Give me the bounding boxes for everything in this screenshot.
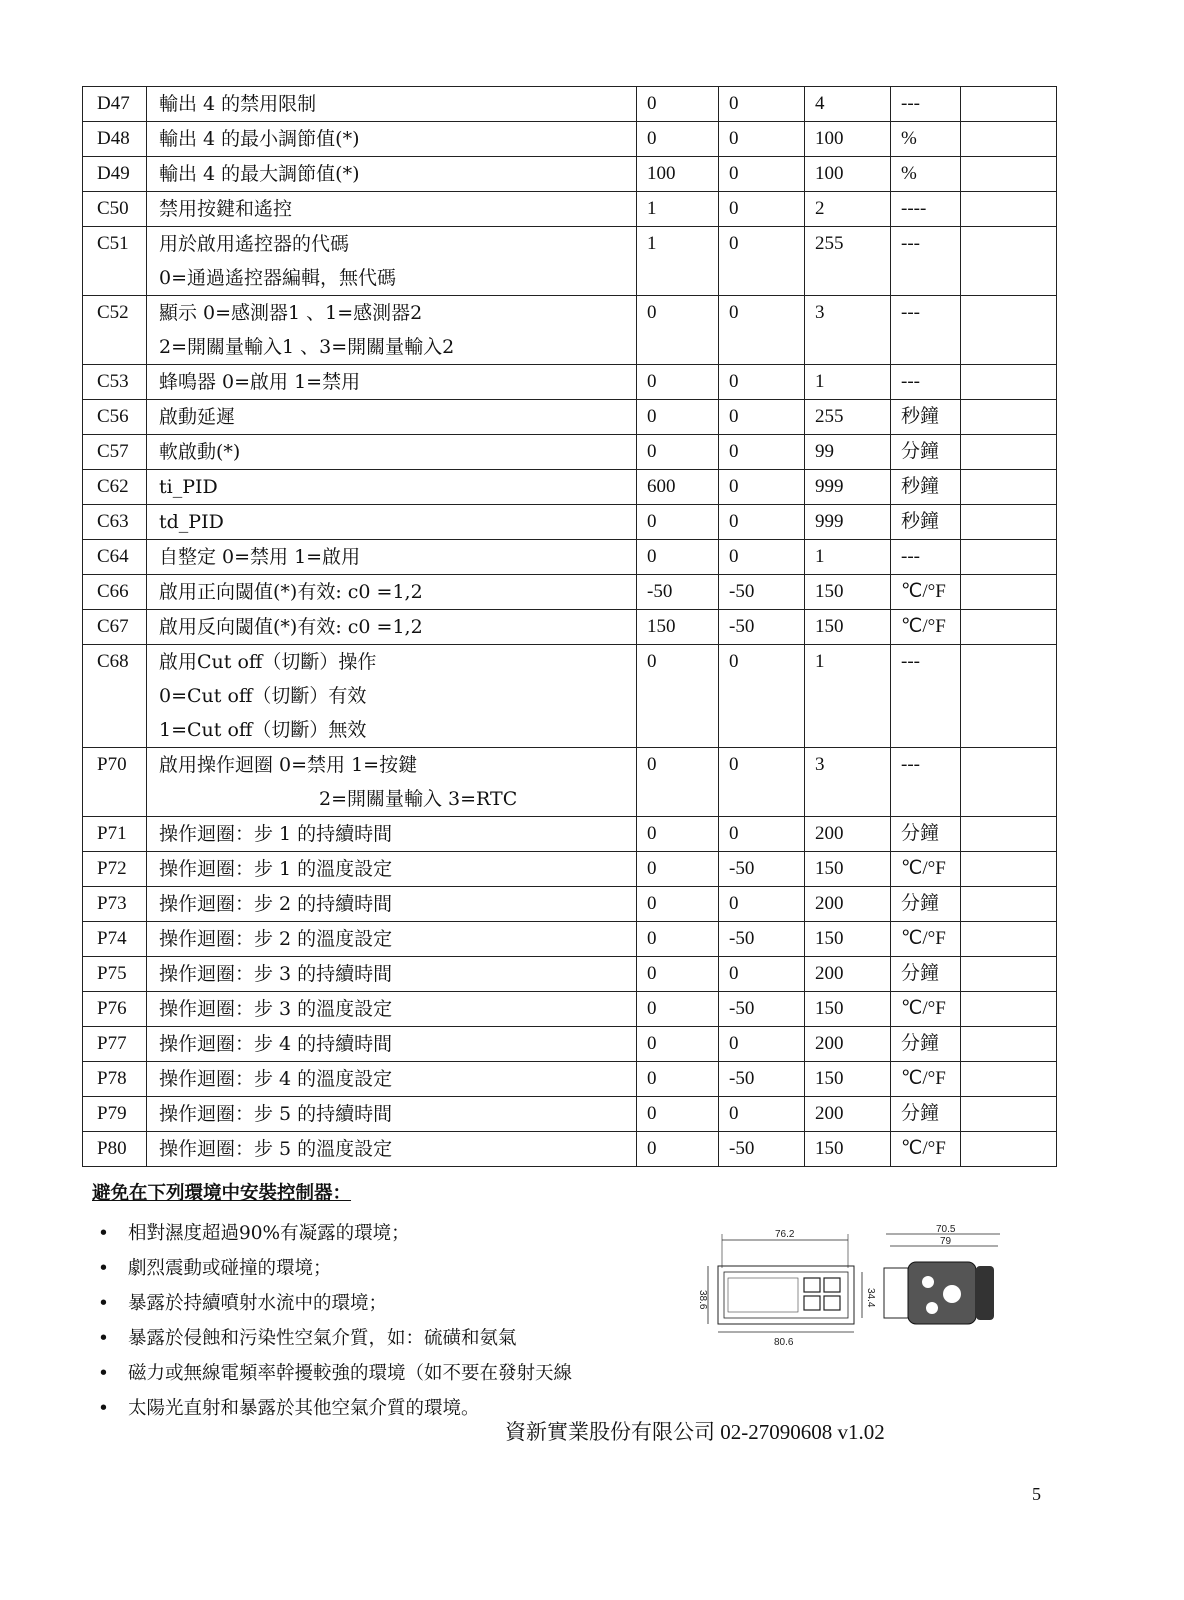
description-line: 啟動延遲 <box>159 406 236 428</box>
param-min: 0 <box>719 227 805 296</box>
param-default: 0 <box>637 748 719 817</box>
table-row <box>83 957 1057 992</box>
param-min: 0 <box>719 887 805 922</box>
description-line: 操作迴圈：步 5 的持續時間 <box>159 1103 393 1125</box>
param-min: -50 <box>719 1132 805 1167</box>
param-extra <box>961 1062 1057 1097</box>
table-row <box>83 922 1057 957</box>
installation-notes <box>92 1180 692 1426</box>
param-unit: --- <box>891 365 961 400</box>
param-description <box>147 748 637 817</box>
description-line: 啟用反向閾值(*)有效: c0 =1,2 <box>159 616 423 638</box>
param-code: C62 <box>83 470 147 505</box>
param-default: 0 <box>637 645 719 748</box>
param-extra <box>961 470 1057 505</box>
param-unit: 秒鐘 <box>891 505 961 540</box>
param-unit: --- <box>891 748 961 817</box>
table-row <box>83 400 1057 435</box>
description-line: td_PID <box>159 511 224 533</box>
param-extra <box>961 227 1057 296</box>
param-extra <box>961 122 1057 157</box>
param-min: 0 <box>719 505 805 540</box>
description-line: 禁用按鍵和遙控 <box>159 198 293 220</box>
param-default: 1 <box>637 227 719 296</box>
param-max: 3 <box>805 748 891 817</box>
param-code: D48 <box>83 122 147 157</box>
param-default: -50 <box>637 575 719 610</box>
param-max: 200 <box>805 1097 891 1132</box>
param-extra <box>961 817 1057 852</box>
param-extra <box>961 505 1057 540</box>
param-extra <box>961 157 1057 192</box>
param-unit: % <box>891 122 961 157</box>
param-unit: ℃/°F <box>891 1132 961 1167</box>
bullet-icon: • <box>98 1328 109 1349</box>
param-unit: 秒鐘 <box>891 470 961 505</box>
param-unit: 分鐘 <box>891 887 961 922</box>
dim-front-width: 76.2 <box>775 1229 795 1240</box>
param-max: 999 <box>805 505 891 540</box>
description-line: 操作迴圈：步 2 的溫度設定 <box>159 928 393 950</box>
param-unit: --- <box>891 227 961 296</box>
bullet-icon: • <box>98 1293 109 1314</box>
param-code: C64 <box>83 540 147 575</box>
param-default: 0 <box>637 1062 719 1097</box>
page-number: 5 <box>1032 1484 1041 1504</box>
param-unit: % <box>891 157 961 192</box>
param-extra <box>961 435 1057 470</box>
param-default: 0 <box>637 540 719 575</box>
table-row <box>83 122 1057 157</box>
param-code: C53 <box>83 365 147 400</box>
param-max: 255 <box>805 400 891 435</box>
param-min: 0 <box>719 400 805 435</box>
param-max: 150 <box>805 575 891 610</box>
param-extra <box>961 365 1057 400</box>
param-min: 0 <box>719 1097 805 1132</box>
bullet-icon: • <box>98 1258 109 1279</box>
param-max: 1 <box>805 645 891 748</box>
parameter-table-body <box>83 87 1057 1167</box>
table-row <box>83 852 1057 887</box>
param-description <box>147 157 637 192</box>
param-min: 0 <box>719 645 805 748</box>
description-line: 操作迴圈：步 3 的持續時間 <box>159 963 393 985</box>
param-default: 0 <box>637 957 719 992</box>
param-code: P77 <box>83 1027 147 1062</box>
param-description <box>147 87 637 122</box>
param-description <box>147 610 637 645</box>
param-extra <box>961 575 1057 610</box>
param-extra <box>961 610 1057 645</box>
param-code: C63 <box>83 505 147 540</box>
list-item: • 暴露於侵蝕和污染性空氣介質，如：硫磺和氨氣 <box>92 1321 682 1356</box>
param-default: 150 <box>637 610 719 645</box>
param-max: 150 <box>805 1132 891 1167</box>
description-line: 輸出 4 的禁用限制 <box>159 93 317 115</box>
param-min: 0 <box>719 87 805 122</box>
param-unit: ℃/°F <box>891 610 961 645</box>
param-max: 100 <box>805 157 891 192</box>
param-min: 0 <box>719 122 805 157</box>
param-max: 150 <box>805 922 891 957</box>
param-min: -50 <box>719 1062 805 1097</box>
table-row <box>83 157 1057 192</box>
param-min: -50 <box>719 610 805 645</box>
param-min: 0 <box>719 435 805 470</box>
table-row <box>83 365 1057 400</box>
notes-title: 避免在下列環境中安裝控制器： <box>92 1183 352 1204</box>
param-unit: 分鐘 <box>891 957 961 992</box>
param-extra <box>961 540 1057 575</box>
param-default: 0 <box>637 1132 719 1167</box>
param-extra <box>961 645 1057 748</box>
param-default: 0 <box>637 817 719 852</box>
param-description <box>147 540 637 575</box>
param-code: C66 <box>83 575 147 610</box>
param-extra <box>961 400 1057 435</box>
param-unit: --- <box>891 87 961 122</box>
param-code: P80 <box>83 1132 147 1167</box>
param-code: D47 <box>83 87 147 122</box>
param-description <box>147 470 637 505</box>
company-footer: 資新實業股份有限公司 02-27090608 v1.02 <box>505 1420 885 1444</box>
param-extra <box>961 87 1057 122</box>
param-code: P70 <box>83 748 147 817</box>
table-row <box>83 470 1057 505</box>
description-line: 操作迴圈：步 5 的溫度設定 <box>159 1138 393 1160</box>
param-description <box>147 817 637 852</box>
description-line: 操作迴圈：步 1 的持續時間 <box>159 823 393 845</box>
table-row <box>83 296 1057 365</box>
description-line: 啟用操作迴圈 0=禁用 1=按鍵 <box>159 754 418 776</box>
param-extra <box>961 1132 1057 1167</box>
param-default: 600 <box>637 470 719 505</box>
param-max: 150 <box>805 992 891 1027</box>
list-item: • 相對濕度超過90%有凝露的環境； <box>92 1216 682 1251</box>
list-item: • 磁力或無線電頻率幹擾較強的環境（如不要在發射天線 <box>92 1356 682 1391</box>
table-row <box>83 87 1057 122</box>
description-line: 輸出 4 的最大調節值(*) <box>159 163 360 185</box>
param-code: C50 <box>83 192 147 227</box>
param-unit: ℃/°F <box>891 992 961 1027</box>
param-description <box>147 645 637 748</box>
param-unit: 分鐘 <box>891 1097 961 1132</box>
description-line: 操作迴圈：步 1 的溫度設定 <box>159 858 393 880</box>
param-unit: ℃/°F <box>891 852 961 887</box>
param-default: 0 <box>637 365 719 400</box>
param-description <box>147 1097 637 1132</box>
table-row <box>83 992 1057 1027</box>
param-min: 0 <box>719 157 805 192</box>
bullet-icon: • <box>98 1398 109 1419</box>
list-item: • 太陽光直射和暴露於其他空氣介質的環境。 <box>92 1391 682 1426</box>
bullet-icon: • <box>98 1363 109 1384</box>
param-max: 1 <box>805 540 891 575</box>
param-max: 200 <box>805 817 891 852</box>
param-description <box>147 887 637 922</box>
param-code: C68 <box>83 645 147 748</box>
param-code: P79 <box>83 1097 147 1132</box>
table-row <box>83 505 1057 540</box>
table-row <box>83 227 1057 296</box>
param-default: 0 <box>637 435 719 470</box>
param-extra <box>961 296 1057 365</box>
param-unit: ---- <box>891 192 961 227</box>
param-unit: --- <box>891 540 961 575</box>
param-min: 0 <box>719 1027 805 1062</box>
list-item: • 劇烈震動或碰撞的環境； <box>92 1251 682 1286</box>
param-max: 3 <box>805 296 891 365</box>
param-min: 0 <box>719 540 805 575</box>
param-default: 0 <box>637 887 719 922</box>
param-code: C52 <box>83 296 147 365</box>
param-min: 0 <box>719 817 805 852</box>
param-max: 255 <box>805 227 891 296</box>
param-unit: 分鐘 <box>891 435 961 470</box>
param-default: 0 <box>637 87 719 122</box>
param-unit: --- <box>891 296 961 365</box>
param-min: -50 <box>719 992 805 1027</box>
table-row <box>83 645 1057 748</box>
dim-side-inner: 79 <box>940 1236 952 1247</box>
description-line: 啟用正向閾值(*)有效: c0 =1,2 <box>159 581 423 603</box>
param-unit: 秒鐘 <box>891 400 961 435</box>
param-code: P72 <box>83 852 147 887</box>
param-default: 0 <box>637 1027 719 1062</box>
front-view <box>697 1229 876 1348</box>
param-extra <box>961 748 1057 817</box>
param-extra <box>961 1097 1057 1132</box>
param-max: 150 <box>805 610 891 645</box>
param-description <box>147 365 637 400</box>
param-max: 1 <box>805 365 891 400</box>
param-max: 150 <box>805 1062 891 1097</box>
param-min: 0 <box>719 957 805 992</box>
dim-side-outer: 70.5 <box>936 1224 956 1235</box>
param-description <box>147 575 637 610</box>
param-max: 200 <box>805 957 891 992</box>
param-min: 0 <box>719 365 805 400</box>
param-code: C67 <box>83 610 147 645</box>
param-max: 99 <box>805 435 891 470</box>
description-line: 2=開關量輸入 3=RTC <box>319 788 518 810</box>
table-row <box>83 748 1057 817</box>
param-default: 0 <box>637 505 719 540</box>
param-code: P74 <box>83 922 147 957</box>
dim-front-bottom: 80.6 <box>774 1337 794 1348</box>
param-description <box>147 192 637 227</box>
list-item: • 暴露於持續噴射水流中的環境； <box>92 1286 682 1321</box>
dim-front-height: 38.6 <box>697 1290 708 1310</box>
param-unit: 分鐘 <box>891 817 961 852</box>
param-default: 0 <box>637 122 719 157</box>
param-max: 150 <box>805 852 891 887</box>
param-code: C51 <box>83 227 147 296</box>
param-default: 0 <box>637 400 719 435</box>
param-extra <box>961 852 1057 887</box>
param-description <box>147 122 637 157</box>
param-min: -50 <box>719 922 805 957</box>
param-unit: ℃/°F <box>891 575 961 610</box>
description-line: 顯示 0=感測器1 、1=感測器2 <box>159 302 423 324</box>
table-row <box>83 540 1057 575</box>
param-code: C56 <box>83 400 147 435</box>
table-row <box>83 575 1057 610</box>
table-row <box>83 1097 1057 1132</box>
param-max: 2 <box>805 192 891 227</box>
param-description <box>147 435 637 470</box>
param-min: -50 <box>719 575 805 610</box>
controller-dimension-drawing <box>697 1224 1030 1363</box>
description-line: 2=開關量輸入1 、3=開關量輸入2 <box>159 336 455 358</box>
param-max: 200 <box>805 1027 891 1062</box>
table-row <box>83 817 1057 852</box>
description-line: 操作迴圈：步 3 的溫度設定 <box>159 998 393 1020</box>
param-description <box>147 922 637 957</box>
table-row <box>83 435 1057 470</box>
param-unit: ℃/°F <box>891 922 961 957</box>
description-line: ti_PID <box>159 476 218 498</box>
param-description <box>147 957 637 992</box>
dim-inner-height: 34.4 <box>865 1288 876 1308</box>
param-extra <box>961 192 1057 227</box>
param-description <box>147 852 637 887</box>
param-code: P73 <box>83 887 147 922</box>
param-max: 999 <box>805 470 891 505</box>
param-default: 0 <box>637 1097 719 1132</box>
description-line: 啟用Cut off（切斷）操作 <box>159 651 377 673</box>
param-description <box>147 1027 637 1062</box>
description-line: 操作迴圈：步 2 的持續時間 <box>159 893 393 915</box>
param-max: 4 <box>805 87 891 122</box>
description-line: 蜂鳴器 0=啟用 1=禁用 <box>159 371 361 393</box>
table-row <box>83 887 1057 922</box>
param-min: 0 <box>719 748 805 817</box>
param-default: 0 <box>637 992 719 1027</box>
param-code: P78 <box>83 1062 147 1097</box>
parameter-table <box>82 86 1057 1167</box>
param-code: D49 <box>83 157 147 192</box>
description-line: 操作迴圈：步 4 的溫度設定 <box>159 1068 393 1090</box>
param-default: 0 <box>637 296 719 365</box>
param-default: 100 <box>637 157 719 192</box>
param-max: 200 <box>805 887 891 922</box>
param-min: -50 <box>719 852 805 887</box>
bullet-icon: • <box>98 1223 109 1244</box>
param-code: P71 <box>83 817 147 852</box>
param-description <box>147 505 637 540</box>
side-view <box>884 1224 1000 1324</box>
param-default: 0 <box>637 852 719 887</box>
description-line: 1=Cut off（切斷）無效 <box>159 719 367 741</box>
param-extra <box>961 887 1057 922</box>
description-line: 輸出 4 的最小調節值(*) <box>159 128 360 150</box>
param-unit: ℃/°F <box>891 1062 961 1097</box>
param-extra <box>961 957 1057 992</box>
table-row <box>83 1027 1057 1062</box>
param-description <box>147 400 637 435</box>
param-max: 100 <box>805 122 891 157</box>
param-min: 0 <box>719 192 805 227</box>
description-line: 操作迴圈：步 4 的持續時間 <box>159 1033 393 1055</box>
param-description <box>147 992 637 1027</box>
param-extra <box>961 992 1057 1027</box>
param-extra <box>961 1027 1057 1062</box>
table-row <box>83 1062 1057 1097</box>
param-default: 0 <box>637 922 719 957</box>
param-min: 0 <box>719 470 805 505</box>
param-unit: --- <box>891 645 961 748</box>
param-description <box>147 1062 637 1097</box>
param-description <box>147 296 637 365</box>
param-unit: 分鐘 <box>891 1027 961 1062</box>
table-row <box>83 1132 1057 1167</box>
description-line: 0=Cut off（切斷）有效 <box>159 685 367 707</box>
param-default: 1 <box>637 192 719 227</box>
description-line: 自整定 0=禁用 1=啟用 <box>159 546 361 568</box>
param-description <box>147 227 637 296</box>
param-code: P75 <box>83 957 147 992</box>
param-code: C57 <box>83 435 147 470</box>
table-row <box>83 192 1057 227</box>
notes-list <box>92 1216 692 1426</box>
table-row <box>83 610 1057 645</box>
param-code: P76 <box>83 992 147 1027</box>
description-line: 軟啟動(*) <box>159 441 241 463</box>
description-line: 用於啟用遙控器的代碼 <box>159 233 350 255</box>
param-description <box>147 1132 637 1167</box>
param-min: 0 <box>719 296 805 365</box>
param-extra <box>961 922 1057 957</box>
description-line: 0=通過遙控器編輯，無代碼 <box>159 267 397 289</box>
